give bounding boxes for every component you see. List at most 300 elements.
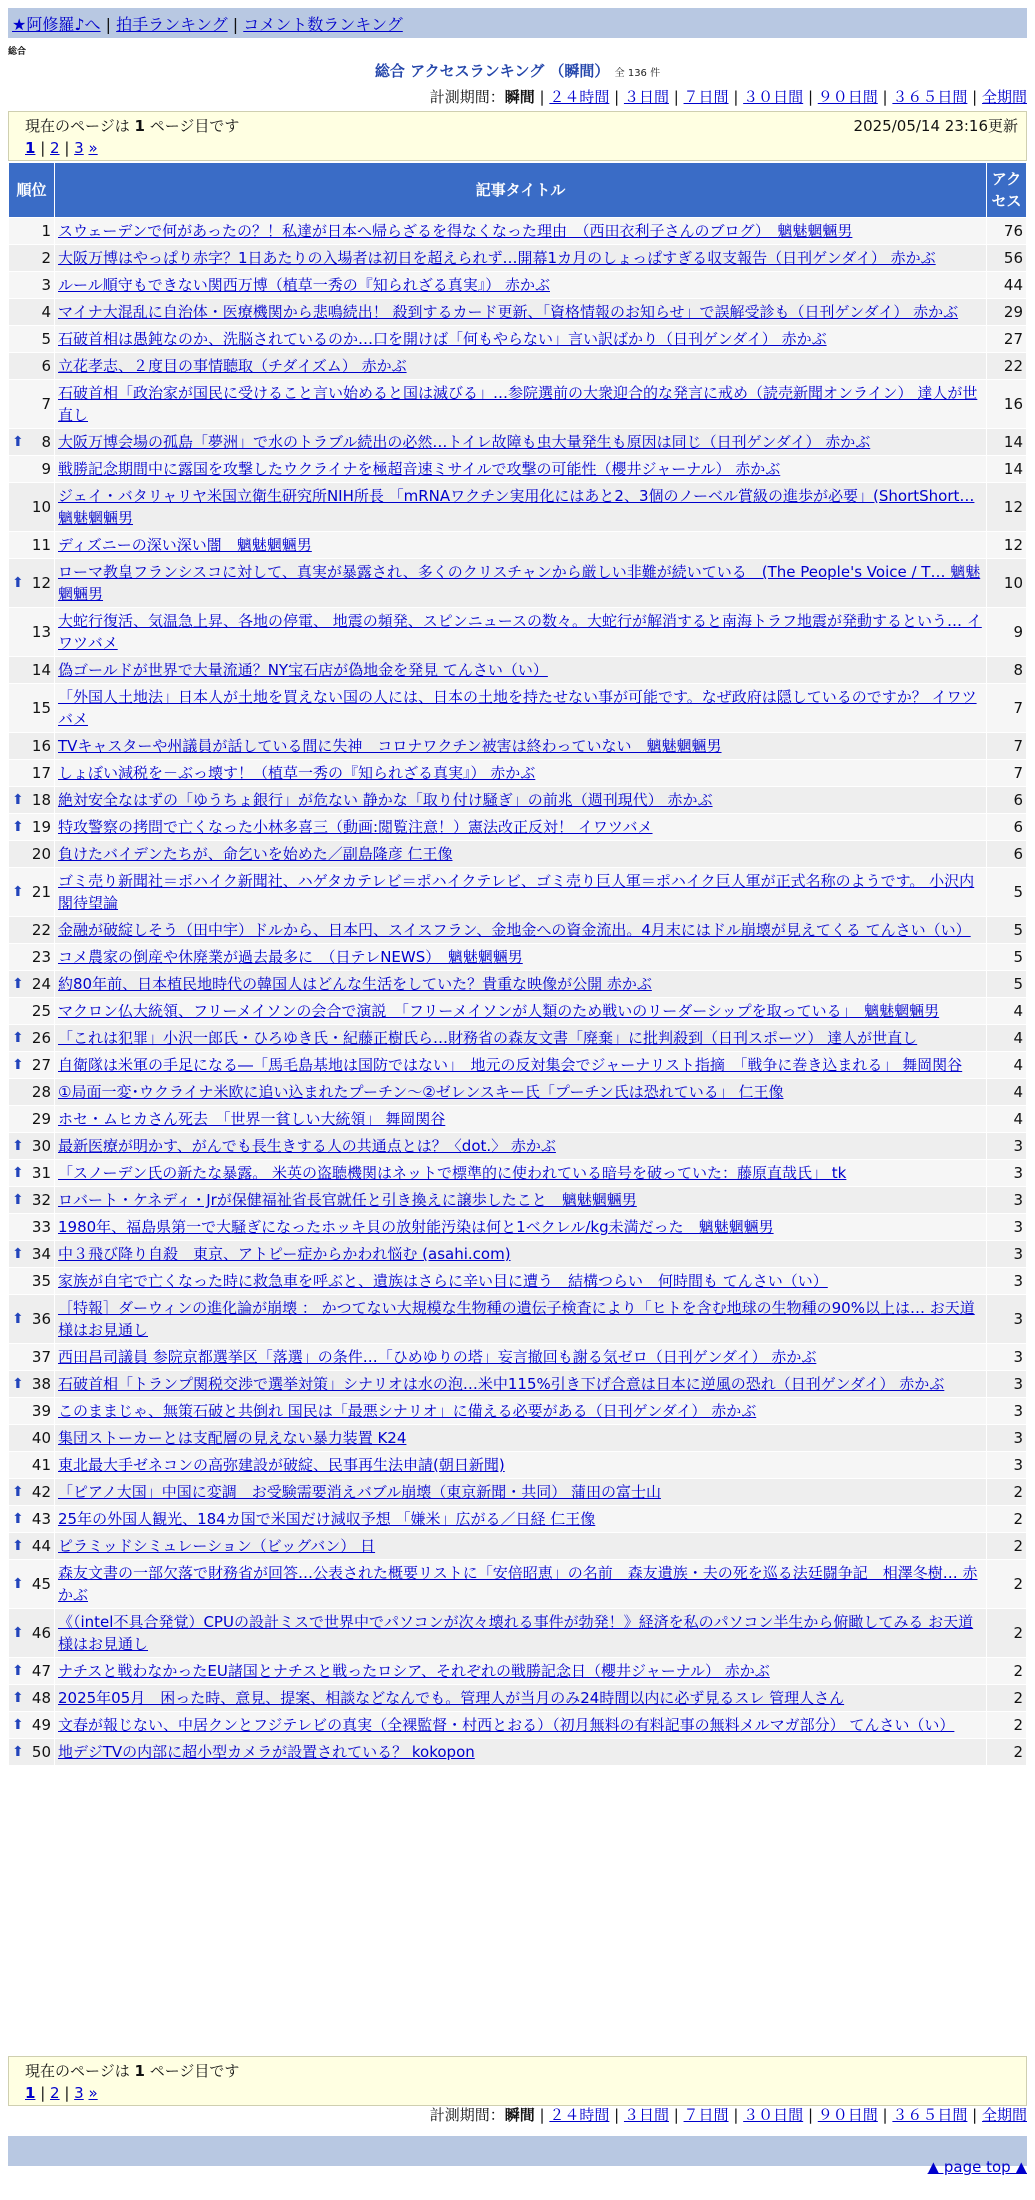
pager-links [25, 139, 1010, 157]
period-option[interactable]: ３日間 [623, 88, 669, 106]
table-row [9, 326, 1027, 353]
table-row [9, 245, 1027, 272]
article-title-link[interactable]: 大蛇行復活、気温急上昇、各地の停電、 地震の頻発、スピンニュースの数々。大蛇行が解消すると南海トラフ地震が発動するという… イワツバメ [58, 612, 982, 652]
article-title-link[interactable]: 1980年、福島県第一で大騒ぎになったホッキ貝の放射能汚染は何と1ベクレル/kg未満だった 魑魅魍魎男 [58, 1218, 774, 1236]
rank-number: 25 [31, 1002, 51, 1020]
rank-number: 21 [31, 883, 51, 901]
rank-number: 26 [31, 1029, 51, 1047]
rank-number: 40 [31, 1429, 51, 1447]
table-row [9, 787, 1027, 814]
page-link-3[interactable]: 3 [74, 139, 84, 157]
rank-cell [9, 608, 55, 657]
rank-up-arrow-icon: ⬆ [12, 1538, 24, 1554]
period-option[interactable]: ９０日間 [817, 2106, 878, 2124]
rank-cell [9, 1079, 55, 1106]
article-title-link[interactable]: 「外国人土地法」日本人が土地を買えない国の人には、日本の土地を持たせない事が可能です。なぜ政府は隠しているのですか？ イワツバメ [58, 688, 977, 728]
period-separator: | [803, 88, 818, 106]
access-count: 3 [987, 1214, 1027, 1241]
table-row [9, 814, 1027, 841]
rank-number: 37 [31, 1348, 51, 1366]
rank-up-arrow-icon: ⬆ [12, 1484, 24, 1500]
article-title-link[interactable]: ピラミッドシミュレーション（ビッグバン） 日 [58, 1537, 376, 1555]
article-title-link[interactable]: 西田昌司議員 参院京都選挙区「落選」の条件…「ひめゆりの塔」妄言撤回も謝る気ゼロ（日刊ゲンダイ） 赤かぶ [58, 1348, 817, 1366]
rank-cell [9, 483, 55, 532]
access-count: 5 [987, 944, 1027, 971]
rank-up-arrow-icon: ⬆ [12, 1576, 24, 1592]
access-count: 3 [987, 1295, 1027, 1344]
title-cell [55, 1295, 987, 1344]
page-top-link[interactable]: ▲ page top ▲ [927, 2158, 1027, 2176]
article-title-link[interactable]: 約80年前、日本植民地時代の韓国人はどんな生活をしていた？貴重な映像が公開 赤かぶ [58, 975, 652, 993]
updated-timestamp: 2025/05/14 23:16更新 [853, 117, 1018, 135]
period-option[interactable]: ７日間 [683, 2106, 729, 2124]
period-separator: | [967, 2106, 982, 2124]
rank-cell [9, 998, 55, 1025]
rank-cell [9, 1425, 55, 1452]
rank-number: 30 [31, 1137, 51, 1155]
access-count: 8 [987, 657, 1027, 684]
table-row [9, 1106, 1027, 1133]
article-title-link[interactable]: 2025年05月 困った時、意見、提案、相談などなんでも。管理人が当月のみ24時間以内に必ず見るスレ 管理人さん [58, 1689, 845, 1707]
rank-up-arrow-icon: ⬆ [12, 1663, 24, 1679]
article-title-link[interactable]: ［特報］ダーウィンの進化論が崩壊 ： かつてない大規模な生物種の遺伝子検査により「ヒトを含む地球の生物種の90%以上は… お天道様はお見通し [58, 1299, 975, 1339]
article-title-link[interactable]: 「これは犯罪」小沢一郎氏・ひろゆき氏・紀藤正樹氏ら…財務省の森友文書「廃棄」に批判殺到（日刊スポーツ） 達人が世直し [58, 1029, 918, 1047]
rank-number: 27 [31, 1056, 51, 1074]
access-count: 5 [987, 868, 1027, 917]
article-title-link[interactable]: 集団ストーカーとは支配層の見えない暴力装置 K24 [58, 1429, 407, 1447]
table-row [9, 1479, 1027, 1506]
access-count: 5 [987, 917, 1027, 944]
title-cell [55, 1533, 987, 1560]
period-option[interactable]: ３０日間 [743, 88, 804, 106]
period-option[interactable]: ３０日間 [743, 2106, 804, 2124]
rank-cell [9, 1506, 55, 1533]
table-row [9, 559, 1027, 608]
table-row [9, 1371, 1027, 1398]
rank-number: 22 [31, 921, 51, 939]
period-separator: | [877, 88, 893, 106]
period-separator: | [877, 2106, 893, 2124]
title-cell [55, 429, 987, 456]
access-count: 4 [987, 1079, 1027, 1106]
period-separator: | [728, 2106, 744, 2124]
title-cell [55, 1506, 987, 1533]
table-row [9, 733, 1027, 760]
title-cell [55, 1160, 987, 1187]
title-cell [55, 971, 987, 998]
rank-up-arrow-icon: ⬆ [12, 1690, 24, 1706]
page-link-2[interactable]: 2 [50, 139, 60, 157]
rank-cell [9, 1533, 55, 1560]
rank-cell [9, 245, 55, 272]
table-row [9, 272, 1027, 299]
rank-cell [9, 944, 55, 971]
rank-number: 18 [31, 791, 51, 809]
page-link-1[interactable]: 1 [25, 2084, 36, 2102]
article-title-link[interactable]: 立花孝志、２度目の事情聴取（チダイズム） 赤かぶ [58, 357, 407, 375]
rank-number: 44 [31, 1537, 51, 1555]
table-row [9, 1685, 1027, 1712]
access-count: 7 [987, 760, 1027, 787]
access-count: 4 [987, 998, 1027, 1025]
title-cell [55, 1685, 987, 1712]
table-row [9, 429, 1027, 456]
rank-cell [9, 456, 55, 483]
table-row [9, 1052, 1027, 1079]
article-title-link[interactable]: 「ピアノ大国」中国に変調 お受験需要消えバブル崩壊（東京新聞・共同） 蒲田の富士山 [58, 1483, 661, 1501]
period-label: 計測期間： [429, 88, 505, 106]
rank-number: 13 [31, 623, 51, 641]
article-title-link[interactable]: ①局面一変･ウクライナ米欧に追い込まれたプーチン～②ゼレンスキー氏「プーチン氏は恐れている」 仁王像 [58, 1083, 784, 1101]
title-cell [55, 299, 987, 326]
article-title-link[interactable]: 特攻警察の拷問で亡くなった小林多喜三（動画:閲覧注意！）憲法改正反対！ イワツバメ [58, 818, 653, 836]
article-title-link[interactable]: 文春が報じない、中居クンとフジテレビの真実（全裸監督・村西とおる）（初月無料の有料記事の無料メルマガ部分） てんさい（い） [58, 1716, 955, 1734]
rank-number: 14 [31, 661, 51, 679]
ranking-total-count: 全 136 件 [614, 68, 661, 79]
table-row [9, 657, 1027, 684]
article-title-link[interactable]: 絶対安全なはずの「ゆうちょ銀行」が危ない 静かな「取り付け騒ぎ」の前兆（週刊現代） 赤かぶ [58, 791, 713, 809]
period-current: 瞬間 [504, 88, 535, 106]
rank-number: 1 [41, 222, 51, 240]
table-row [9, 971, 1027, 998]
title-cell [55, 1658, 987, 1685]
column-header-rank: 順位 [9, 163, 55, 218]
title-cell [55, 1025, 987, 1052]
period-separator: | [534, 2106, 550, 2124]
table-row [9, 1533, 1027, 1560]
title-cell [55, 1398, 987, 1425]
ranking-table [8, 162, 1027, 1766]
rank-up-arrow-icon: ⬆ [12, 575, 24, 591]
title-cell [55, 917, 987, 944]
article-title-link[interactable]: 大阪万博会場の孤島「夢洲」で水のトラブル続出の必然…トイレ故障も虫大量発生も原因は同じ（日刊ゲンダイ） 赤かぶ [58, 433, 871, 451]
rank-cell [9, 429, 55, 456]
article-title-link[interactable]: ディズニーの深い深い闇 魑魅魍魎男 [58, 536, 312, 554]
table-row [9, 998, 1027, 1025]
rank-cell [9, 1268, 55, 1295]
article-title-link[interactable]: 自衛隊は米軍の手足になる―「馬毛島基地は国防ではない」 地元の反対集会でジャーナリスト指摘 「戦争に巻き込まれる」 舞岡関谷 [58, 1056, 963, 1074]
rank-cell [9, 1214, 55, 1241]
rank-number: 10 [31, 498, 51, 516]
period-separator: | [668, 88, 684, 106]
article-title-link[interactable]: 家族が自宅で亡くなった時に救急車を呼ぶと、遺族はさらに辛い目に遭う 結構つらい 何時間も てんさい（い） [58, 1272, 828, 1290]
rank-cell [9, 1609, 55, 1658]
period-option[interactable]: ３６５日間 [892, 88, 968, 106]
rank-number: 47 [31, 1662, 51, 1680]
period-option[interactable]: ３日間 [623, 2106, 669, 2124]
rank-cell [9, 684, 55, 733]
rank-cell [9, 1685, 55, 1712]
access-count: 4 [987, 1106, 1027, 1133]
pager-separator: | [59, 139, 75, 157]
title-cell [55, 684, 987, 733]
article-title-link[interactable]: ロバート・ケネディ・Jrが保健福祉省長官就任と引き換えに譲歩したこと 魑魅魍魎男 [58, 1191, 637, 1209]
nav-separator: | [105, 15, 112, 34]
rank-number: 9 [41, 460, 51, 478]
rank-number: 34 [31, 1245, 51, 1263]
table-row [9, 1398, 1027, 1425]
article-title-link[interactable]: 《（intel不具合発覚）CPUの設計ミスで世界中でパソコンが次々壊れる事件が勃発！》経済を私のパソコン半生から俯瞰してみる お天道様はお見通し [58, 1613, 974, 1653]
table-row [9, 1214, 1027, 1241]
rank-number: 46 [31, 1624, 51, 1642]
article-title-link[interactable]: 東北最大手ゼネコンの高弥建設が破綻、民事再生法申請(朝日新聞) [58, 1456, 505, 1474]
article-title-link[interactable]: 最新医療が明かす、がんでも長生きする人の共通点とは？〈dot.〉 赤かぶ [58, 1137, 556, 1155]
rank-up-arrow-icon: ⬆ [12, 1057, 24, 1073]
title-cell [55, 608, 987, 657]
table-row [9, 1609, 1027, 1658]
period-label: 計測期間： [429, 2106, 505, 2124]
title-cell [55, 353, 987, 380]
period-separator: | [803, 2106, 818, 2124]
pager-status-prefix: 現在のページは [25, 117, 135, 135]
article-title-link[interactable]: ゴミ売り新聞社＝ポハイク新聞社、ハゲタカテレビ＝ポハイクテレビ、ゴミ売り巨人軍＝ポハイク巨人軍が正式名称のようです。 小沢内閣待望論 [58, 872, 975, 912]
access-count: 4 [987, 1025, 1027, 1052]
access-count: 29 [987, 299, 1027, 326]
article-title-link[interactable]: 大阪万博はやっぱり赤字？1日あたりの入場者は初日を超えられず…開幕1カ月のしょっぱすぎる収支報告（日刊ゲンダイ） 赤かぶ [58, 249, 936, 267]
title-cell [55, 1712, 987, 1739]
rank-cell [9, 1398, 55, 1425]
rank-number: 29 [31, 1110, 51, 1128]
pager-links [25, 2084, 1010, 2102]
period-option[interactable]: ７日間 [683, 88, 729, 106]
access-count: 2 [987, 1739, 1027, 1766]
period-option[interactable]: ２４時間 [549, 88, 610, 106]
pager-separator: | [35, 2084, 51, 2102]
title-cell [55, 1425, 987, 1452]
access-count: 3 [987, 1241, 1027, 1268]
top-nav-bar [8, 8, 1027, 38]
rank-number: 28 [31, 1083, 51, 1101]
title-cell [55, 326, 987, 353]
access-count: 7 [987, 684, 1027, 733]
rank-up-arrow-icon: ⬆ [12, 792, 24, 808]
access-count: 27 [987, 326, 1027, 353]
period-option[interactable]: 全期間 [981, 2106, 1027, 2124]
access-count: 2 [987, 1609, 1027, 1658]
article-title-link[interactable]: ローマ教皇フランシスコに対して、真実が暴露され、多くのクリスチャンから厳しい非難が続いている (The People's Voice / T… 魑魅魍魎男 [58, 563, 981, 603]
rank-cell [9, 1712, 55, 1739]
table-row [9, 299, 1027, 326]
access-count: 2 [987, 1506, 1027, 1533]
article-title-link[interactable]: 偽ゴールドが世界で大量流通？NY宝石店が偽地金を発見 てんさい（い） [58, 661, 548, 679]
title-cell [55, 657, 987, 684]
pager-separator: | [59, 2084, 75, 2102]
next-page-link[interactable]: » [88, 139, 98, 157]
page-link-1[interactable]: 1 [25, 139, 36, 157]
article-title-link[interactable]: ジェイ・バタリャリヤ米国立衛生研究所NIH所長 「mRNAワクチン実用化にはあと2、3個のノーベル賞級の進歩が必要」(ShortShort… 魑魅魍魎男 [58, 487, 975, 527]
title-cell [55, 1479, 987, 1506]
table-row [9, 1025, 1027, 1052]
ranking-title-block [0, 60, 1035, 81]
home-link[interactable]: ★阿修羅♪へ [12, 15, 101, 34]
rank-number: 3 [41, 276, 51, 294]
clap-ranking-link[interactable]: 拍手ランキング [116, 15, 228, 34]
access-count: 4 [987, 1052, 1027, 1079]
article-title-link[interactable]: 「スノーデン氏の新たな暴露。 米英の盗聴機関はネットで標準的に使われている暗号を破っていた：藤原直哉氏」 tk [58, 1164, 847, 1182]
access-count: 2 [987, 1560, 1027, 1609]
period-option[interactable]: ３６５日間 [892, 2106, 968, 2124]
article-title-link[interactable]: コメ農家の倒産や休廃業が過去最多に （日テレNEWS） 魑魅魍魎男 [58, 948, 523, 966]
pager-separator: | [35, 139, 51, 157]
rank-cell [9, 299, 55, 326]
table-row [9, 1506, 1027, 1533]
article-title-link[interactable]: 地デジTVの内部に超小型カメラが設置されている？ kokopon [58, 1743, 475, 1761]
table-row [9, 1160, 1027, 1187]
title-cell [55, 868, 987, 917]
period-separator: | [668, 2106, 684, 2124]
article-title-link[interactable]: 25年の外国人観光、184カ国で米国だけ減収予想 「嫌米」広がる／日経 仁王像 [58, 1510, 596, 1528]
article-title-link[interactable]: 森友文書の一部欠落で財務省が回答…公表された概要リストに「安倍昭恵」の名前 森友遺族・夫の死を巡る法廷闘争記 相澤冬樹… 赤かぶ [58, 1564, 978, 1604]
page-link-3[interactable]: 3 [74, 2084, 84, 2102]
ranking-table-body [9, 218, 1027, 1766]
access-count: 3 [987, 1344, 1027, 1371]
period-selector-bottom [430, 2104, 1027, 2125]
article-title-link[interactable]: TVキャスターや州議員が話している間に失神 コロナワクチン被害は終わっていない 魑魅魍魎男 [58, 737, 722, 755]
rank-number: 6 [41, 357, 51, 375]
rank-number: 7 [41, 395, 51, 413]
table-row [9, 1425, 1027, 1452]
article-title-link[interactable]: 石破首相は愚鈍なのか、洗脳されているのか…口を開けば「何もやらない」言い訳ばかり（日刊ゲンダイ） 赤かぶ [58, 330, 827, 348]
article-title-link[interactable]: ルール順守もできない関西万博（植草一秀の『知られざる真実』） 赤かぶ [58, 276, 550, 294]
period-option[interactable]: ２４時間 [549, 2106, 610, 2124]
access-count: 9 [987, 608, 1027, 657]
rank-number: 15 [31, 699, 51, 717]
rank-number: 20 [31, 845, 51, 863]
title-cell [55, 814, 987, 841]
rank-number: 4 [41, 303, 51, 321]
access-count: 2 [987, 1685, 1027, 1712]
rank-cell [9, 787, 55, 814]
article-title-link[interactable]: ホセ・ムヒカさん死去 「世界一貧しい大統領」 舞岡関谷 [58, 1110, 446, 1128]
rank-up-arrow-icon: ⬆ [12, 1376, 24, 1392]
access-count: 16 [987, 380, 1027, 429]
rank-up-arrow-icon: ⬆ [12, 1717, 24, 1733]
rank-cell [9, 559, 55, 608]
rank-cell [9, 657, 55, 684]
access-count: 14 [987, 456, 1027, 483]
title-cell [55, 532, 987, 559]
table-row [9, 483, 1027, 532]
rank-cell [9, 218, 55, 245]
rank-up-arrow-icon: ⬆ [12, 1511, 24, 1527]
table-row [9, 1658, 1027, 1685]
rank-cell [9, 971, 55, 998]
rank-number: 35 [31, 1272, 51, 1290]
article-title-link[interactable]: マクロン仏大統領、フリーメイソンの会合で演説 「フリーメイソンが人類のため戦いのリーダーシップを取っている」 魑魅魍魎男 [58, 1002, 940, 1020]
access-count: 3 [987, 1187, 1027, 1214]
table-row [9, 1133, 1027, 1160]
article-title-link[interactable]: スウェーデンで何があったの？！私達が日本へ帰らざるを得なくなった理由 （西田衣利子さんのブログ） 魑魅魍魎男 [58, 222, 853, 240]
access-count: 2 [987, 1533, 1027, 1560]
rank-cell [9, 1452, 55, 1479]
rank-cell [9, 733, 55, 760]
table-row [9, 1712, 1027, 1739]
table-row [9, 218, 1027, 245]
title-cell [55, 1106, 987, 1133]
article-title-link[interactable]: 石破首相「政治家が国民に受けること言い始めると国は滅びる」…参院選前の大衆迎合的な発言に戒め（読売新聞オンライン） 達人が世直し [58, 384, 978, 424]
article-title-link[interactable]: マイナ大混乱に自治体・医療機関から悲鳴続出！ 殺到するカード更新、「資格情報のお知らせ」で誤解受診も（日刊ゲンダイ） 赤かぶ [58, 303, 959, 321]
table-row [9, 1079, 1027, 1106]
title-cell [55, 1268, 987, 1295]
rank-cell [9, 1479, 55, 1506]
rank-cell [9, 1344, 55, 1371]
rank-cell [9, 1025, 55, 1052]
rank-cell [9, 532, 55, 559]
title-cell [55, 733, 987, 760]
rank-up-arrow-icon: ⬆ [12, 1030, 24, 1046]
rank-number: 50 [31, 1743, 51, 1761]
table-row [9, 1187, 1027, 1214]
table-row [9, 868, 1027, 917]
title-cell [55, 456, 987, 483]
article-title-link[interactable]: 金融が破綻しそう（田中宇）ドルから、日本円、スイスフラン、金地金への資金流出。4月末にはドル崩壊が見えてくる てんさい（い） [58, 921, 971, 939]
access-count: 3 [987, 1371, 1027, 1398]
access-count: 56 [987, 245, 1027, 272]
table-row [9, 917, 1027, 944]
access-count: 2 [987, 1479, 1027, 1506]
pager-status-suffix: ページ目です [144, 117, 240, 135]
rank-cell [9, 760, 55, 787]
rank-cell [9, 917, 55, 944]
article-title-link[interactable]: 戦勝記念期間中に露国を攻撃したウクライナを極超音速ミサイルで攻撃の可能性（櫻井ジャーナル） 赤かぶ [58, 460, 781, 478]
title-cell [55, 1371, 987, 1398]
next-page-link[interactable]: » [88, 2084, 98, 2102]
article-title-link[interactable]: 負けたバイデンたちが、命乞いを始めた／副島隆彦 仁王像 [58, 845, 453, 863]
title-cell [55, 1214, 987, 1241]
title-cell [55, 559, 987, 608]
rank-cell [9, 868, 55, 917]
ranking-title: 総合 アクセスランキング （瞬間） [374, 62, 610, 80]
table-row [9, 1560, 1027, 1609]
table-row [9, 944, 1027, 971]
article-title-link[interactable]: 中３飛び降り自殺 東京、アトピー症からかわれ悩む (asahi.com) [58, 1245, 511, 1263]
rank-up-arrow-icon: ⬆ [12, 1625, 24, 1641]
access-count: 3 [987, 1133, 1027, 1160]
rank-cell [9, 814, 55, 841]
access-count: 44 [987, 272, 1027, 299]
title-cell [55, 787, 987, 814]
rank-cell [9, 1133, 55, 1160]
bottom-bar [8, 2136, 1027, 2166]
table-row [9, 456, 1027, 483]
article-title-link[interactable]: ナチスと戦わなかったEU諸国とナチスと戦ったロシア、それぞれの戦勝記念日（櫻井ジャーナル） 赤かぶ [58, 1662, 770, 1680]
title-cell [55, 1560, 987, 1609]
rank-number: 16 [31, 737, 51, 755]
rank-number: 17 [31, 764, 51, 782]
page-link-2[interactable]: 2 [50, 2084, 60, 2102]
rank-up-arrow-icon: ⬆ [12, 1138, 24, 1154]
title-cell [55, 1452, 987, 1479]
comment-ranking-link[interactable]: コメント数ランキング [243, 15, 403, 34]
period-option[interactable]: 全期間 [981, 88, 1027, 106]
rank-number: 43 [31, 1510, 51, 1528]
rank-cell [9, 1560, 55, 1609]
period-separator: | [609, 2106, 624, 2124]
pager-bottom [8, 2056, 1027, 2106]
article-title-link[interactable]: しょぼい減税を－ぶっ壊す！（植草一秀の『知られざる真実』） 赤かぶ [58, 764, 536, 782]
access-count: 3 [987, 1160, 1027, 1187]
access-count: 12 [987, 483, 1027, 532]
rank-cell [9, 1160, 55, 1187]
article-title-link[interactable]: 石破首相「トランプ関税交渉で選挙対策」シナリオは水の泡…米中115%引き下げ合意は日本に逆風の恐れ（日刊ゲンダイ） 赤かぶ [58, 1375, 945, 1393]
article-title-link[interactable]: このままじゃ、無策石破と共倒れ 国民は「最悪シナリオ」に備える必要がある（日刊ゲンダイ） 赤かぶ [58, 1402, 757, 1420]
access-count: 76 [987, 218, 1027, 245]
column-header-title: 記事タイトル [55, 163, 987, 218]
rank-number: 32 [31, 1191, 51, 1209]
period-option[interactable]: ９０日間 [817, 88, 878, 106]
access-count: 14 [987, 429, 1027, 456]
title-cell [55, 245, 987, 272]
